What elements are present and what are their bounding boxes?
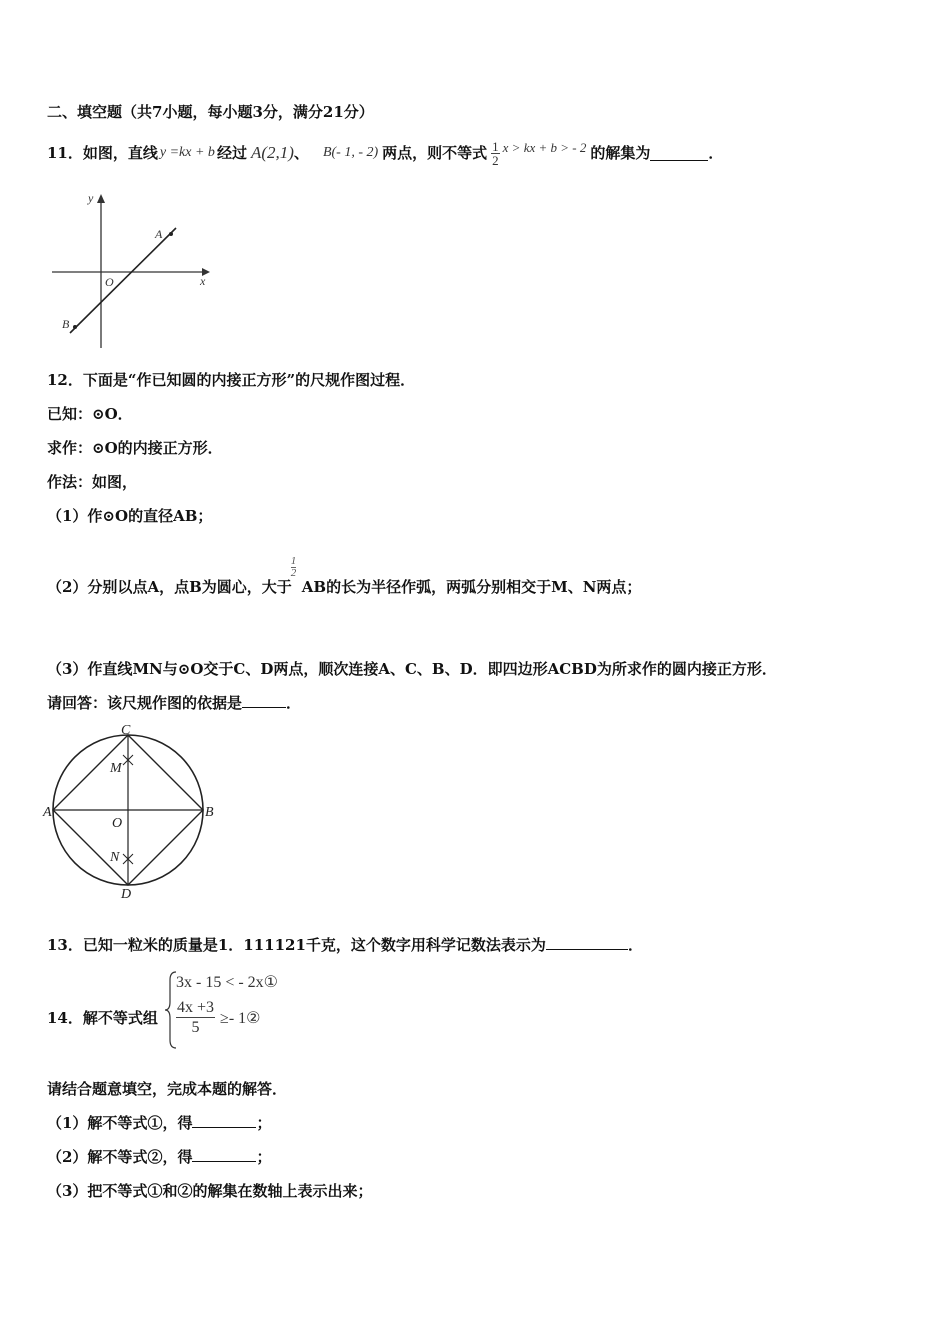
q12-method: 作法：如图， — [47, 473, 138, 491]
q12-step-2-text-a: （2）分别以点A，点B为圆心，大于 — [47, 578, 292, 596]
q12-half-denominator: 2 — [290, 567, 297, 579]
graph-label-origin: O — [105, 275, 114, 289]
q12-step-1: （1）作⊙O的直径AB； — [47, 507, 213, 525]
q14-label: 14．解不等式组 — [47, 1009, 158, 1027]
q12-ask-text: 请回答：该尺规作图的依据是 — [47, 694, 243, 712]
label-o: O — [112, 816, 123, 831]
label-a: A — [43, 805, 52, 820]
section-heading: 二、填空题（共7小题，每小题3分，满分21分） — [47, 103, 374, 121]
q11-text-1: 如图，直线 — [82, 144, 158, 162]
q12-step-2 — [47, 555, 642, 597]
q12-step-2-text-b: AB的长为半径作弧，两弧分别相交于M、N两点； — [301, 578, 642, 596]
y-axis-arrow-icon — [97, 194, 105, 203]
q14-prompt: 请结合题意填空，完成本题的解答． — [47, 1080, 288, 1098]
q11-fraction-numerator: 1 — [492, 138, 499, 154]
q11-line-equation: y =kx + b — [159, 145, 215, 160]
q14-step-3: （3）把不等式①和②的解集在数轴上表示出来； — [47, 1182, 373, 1200]
graph-label-x: x — [200, 274, 206, 288]
q12-ask — [47, 693, 301, 713]
q14-ineq2-rest: ≥- 1② — [220, 1009, 261, 1027]
q14-inequality-2 — [176, 998, 260, 1037]
q14-step-2-blank[interactable] — [192, 1147, 256, 1162]
q13-answer-blank[interactable] — [546, 935, 628, 950]
q11-point-a: A(2,1) — [250, 143, 294, 162]
q11-answer-blank[interactable] — [650, 146, 708, 161]
q12-find: 求作：⊙O的内接正方形． — [47, 439, 223, 457]
q12-known: 已知：⊙O． — [47, 405, 133, 423]
q14-ineq2-numerator: 4x +3 — [177, 999, 215, 1016]
q11-fraction — [491, 140, 500, 167]
q14-ineq2-denominator: 5 — [191, 1019, 200, 1036]
q14-inequality-1: 3x - 15 < - 2x① — [176, 974, 279, 991]
graph-label-b: B — [62, 317, 70, 331]
q11-separator: 、 — [293, 144, 309, 162]
q12-half-numerator: 1 — [290, 555, 297, 567]
q11-text-2: 经过 — [216, 144, 247, 162]
label-b: B — [205, 805, 214, 820]
q14-step-1-blank[interactable] — [192, 1113, 256, 1128]
line-ab — [70, 228, 176, 333]
q11-number: 11． — [47, 144, 83, 162]
label-d: D — [121, 887, 132, 902]
q14-step-1 — [47, 1113, 271, 1133]
question-13 — [47, 935, 643, 955]
q11-fraction-denominator: 2 — [492, 152, 499, 168]
q12-figure — [40, 720, 222, 902]
point-b — [73, 325, 77, 329]
q14-step-1-text: （1）解不等式①，得 — [47, 1114, 193, 1132]
label-m: M — [110, 761, 122, 776]
q11-inequality: x > kx + b > - 2 — [502, 140, 587, 155]
graph-label-a: A — [155, 227, 163, 241]
q11-end: ． — [708, 144, 724, 162]
point-a — [169, 232, 173, 236]
q12-ask-end: ． — [286, 694, 302, 712]
q11-graph — [48, 188, 216, 350]
q12-title: 12．下面是“作已知圆的内接正方形”的尺规作图过程． — [47, 371, 416, 389]
q11-text-4: 的解集为 — [590, 144, 651, 162]
q14-step-2-end: ； — [256, 1148, 272, 1166]
q12-step-3: （3）作直线MN与⊙O交于C、D两点，顺次连接A、C、B、D．即四边形ACBD为所求作的圆内接正方形． — [47, 660, 777, 678]
q13-end: ． — [627, 936, 643, 954]
q14-step-2 — [47, 1147, 271, 1167]
label-c: C — [121, 723, 131, 738]
q13-text: 13．已知一粒米的质量是1．111121千克，这个数字用科学记数法表示为 — [47, 936, 546, 954]
q14-step-1-end: ； — [256, 1114, 272, 1132]
graph-label-y: y — [88, 191, 94, 205]
question-11 — [47, 138, 723, 168]
q14-step-2-text: （2）解不等式②，得 — [47, 1148, 193, 1166]
q11-point-b: B(- 1, - 2) — [322, 145, 379, 160]
q11-text-3: 两点，则不等式 — [382, 144, 488, 162]
q12-answer-blank[interactable] — [242, 693, 286, 708]
label-n: N — [110, 850, 120, 865]
